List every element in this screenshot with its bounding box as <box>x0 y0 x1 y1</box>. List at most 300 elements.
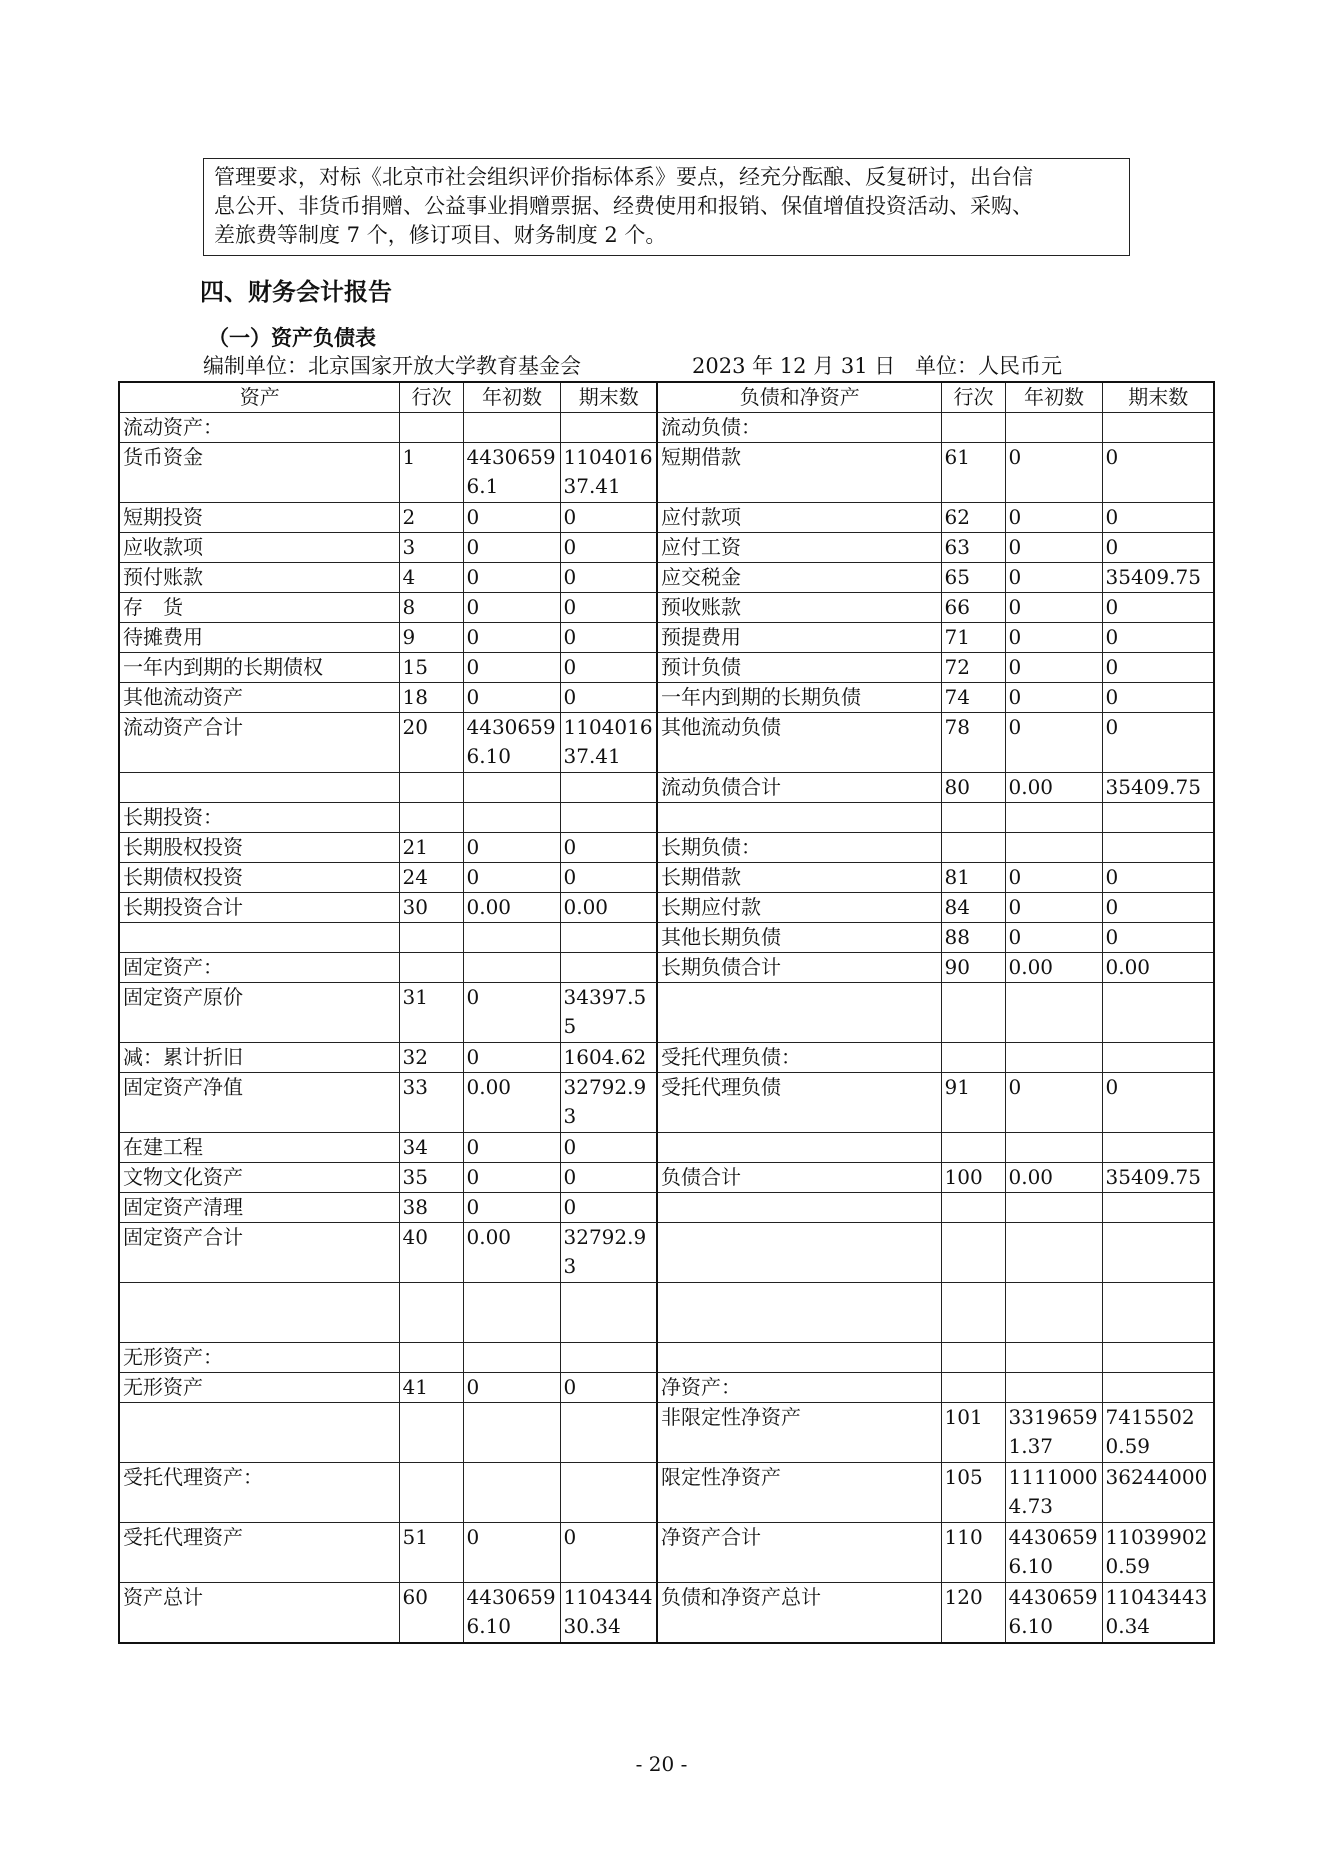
table-cell: 固定资产原价 <box>119 983 399 1043</box>
table-cell <box>399 1343 463 1373</box>
table-cell: 0 <box>1005 683 1102 713</box>
table-cell: 18 <box>399 683 463 713</box>
table-cell: 0 <box>1005 863 1102 893</box>
table-cell: 41 <box>399 1373 463 1403</box>
table-cell: 长期债权投资 <box>119 863 399 893</box>
table-cell: 受托代理资产 <box>119 1523 399 1583</box>
table-cell <box>119 1403 399 1463</box>
table-cell <box>399 413 463 443</box>
table-cell <box>399 803 463 833</box>
table-cell <box>1005 1043 1102 1073</box>
table-cell: 0 <box>560 1193 657 1223</box>
table-cell <box>1102 833 1214 863</box>
table-cell: 流动资产： <box>119 413 399 443</box>
table-cell: 0 <box>1102 713 1214 773</box>
table-row <box>119 533 1214 563</box>
intro-text-box <box>203 158 1130 256</box>
table-row <box>119 1583 1214 1643</box>
table-cell <box>941 1133 1005 1163</box>
table-cell: 35409.75 <box>1102 773 1214 803</box>
table-cell: 0 <box>463 833 560 863</box>
table-cell <box>560 413 657 443</box>
table-cell: 受托代理资产： <box>119 1463 399 1523</box>
table-cell: 0 <box>1005 893 1102 923</box>
table-cell: 44306596.10 <box>1005 1583 1102 1643</box>
table-row <box>119 1223 1214 1283</box>
table-cell: 100 <box>941 1163 1005 1193</box>
table-cell: 1 <box>399 443 463 503</box>
table-cell: 63 <box>941 533 1005 563</box>
table-cell: 0.00 <box>1005 1163 1102 1193</box>
table-cell <box>657 1193 941 1223</box>
table-cell: 长期负债合计 <box>657 953 941 983</box>
table-cell <box>463 1343 560 1373</box>
table-cell: 限定性净资产 <box>657 1463 941 1523</box>
col-header: 行次 <box>941 382 1005 413</box>
balance-sheet-body <box>119 413 1214 1643</box>
table-cell <box>941 803 1005 833</box>
table-cell: 1604.62 <box>560 1043 657 1073</box>
table-cell: 51 <box>399 1523 463 1583</box>
table-cell <box>119 1283 399 1343</box>
table-cell: 0 <box>463 653 560 683</box>
table-row <box>119 1073 1214 1133</box>
table-cell: 一年内到期的长期负债 <box>657 683 941 713</box>
table-cell: 44306596.10 <box>1005 1523 1102 1583</box>
table-cell: 其他流动负债 <box>657 713 941 773</box>
table-cell: 0 <box>1005 653 1102 683</box>
table-cell: 32792.93 <box>560 1223 657 1283</box>
table-row <box>119 1133 1214 1163</box>
table-cell: 无形资产 <box>119 1373 399 1403</box>
intro-line: 差旅费等制度 7 个，修订项目、财务制度 2 个。 <box>214 223 667 247</box>
table-cell: 3 <box>399 533 463 563</box>
table-cell <box>1005 1343 1102 1373</box>
table-cell: 21 <box>399 833 463 863</box>
table-cell: 0 <box>560 653 657 683</box>
table-cell <box>119 923 399 953</box>
table-cell <box>560 1343 657 1373</box>
table-cell: 0 <box>1102 653 1214 683</box>
table-cell: 74 <box>941 683 1005 713</box>
table-cell: 0.00 <box>560 893 657 923</box>
table-row <box>119 653 1214 683</box>
table-cell: 0 <box>1102 683 1214 713</box>
table-cell: 0 <box>1005 623 1102 653</box>
table-cell: 110434430.34 <box>560 1583 657 1643</box>
table-cell: 61 <box>941 443 1005 503</box>
table-cell: 0.00 <box>1005 773 1102 803</box>
table-cell: 在建工程 <box>119 1133 399 1163</box>
table-cell <box>1102 983 1214 1043</box>
table-cell: 其他流动资产 <box>119 683 399 713</box>
subsection-title: （一）资产负债表 <box>208 326 376 350</box>
table-row <box>119 893 1214 923</box>
table-cell: 9 <box>399 623 463 653</box>
table-cell: 11110004.73 <box>1005 1463 1102 1523</box>
table-cell: 30 <box>399 893 463 923</box>
table-cell <box>1102 413 1214 443</box>
table-cell: 应付款项 <box>657 503 941 533</box>
table-cell: 40 <box>399 1223 463 1283</box>
table-cell: 0 <box>560 1523 657 1583</box>
table-row <box>119 953 1214 983</box>
table-cell: 应交税金 <box>657 563 941 593</box>
table-cell <box>119 773 399 803</box>
table-cell: 31 <box>399 983 463 1043</box>
table-row <box>119 1043 1214 1073</box>
table-cell: 44306596.10 <box>463 1583 560 1643</box>
table-cell: 110399020.59 <box>1102 1523 1214 1583</box>
table-cell <box>941 1223 1005 1283</box>
table-row <box>119 713 1214 773</box>
table-row <box>119 593 1214 623</box>
section-title: 四、财务会计报告 <box>200 278 392 306</box>
table-cell: 44306596.10 <box>463 713 560 773</box>
table-cell <box>657 1133 941 1163</box>
table-cell: 35 <box>399 1163 463 1193</box>
table-cell <box>399 773 463 803</box>
table-cell <box>1102 1373 1214 1403</box>
table-row <box>119 563 1214 593</box>
table-cell: 0 <box>1005 443 1102 503</box>
table-row <box>119 1463 1214 1523</box>
table-cell: 90 <box>941 953 1005 983</box>
table-cell: 44306596.1 <box>463 443 560 503</box>
table-cell <box>941 983 1005 1043</box>
table-cell <box>941 833 1005 863</box>
table-cell: 0 <box>1005 533 1102 563</box>
table-cell: 0 <box>463 1193 560 1223</box>
table-cell: 72 <box>941 653 1005 683</box>
table-cell: 货币资金 <box>119 443 399 503</box>
table-cell <box>560 923 657 953</box>
table-cell <box>399 1463 463 1523</box>
table-cell <box>560 803 657 833</box>
table-cell <box>1005 1373 1102 1403</box>
table-cell: 110 <box>941 1523 1005 1583</box>
currency-unit: 单位：人民币元 <box>915 354 1062 378</box>
table-cell: 0 <box>1102 863 1214 893</box>
table-cell: 长期应付款 <box>657 893 941 923</box>
table-cell <box>1005 833 1102 863</box>
table-cell <box>1005 803 1102 833</box>
table-cell: 33 <box>399 1073 463 1133</box>
table-cell: 32792.93 <box>560 1073 657 1133</box>
table-cell: 0 <box>463 1163 560 1193</box>
table-cell: 长期负债： <box>657 833 941 863</box>
table-cell <box>463 953 560 983</box>
table-cell: 预收账款 <box>657 593 941 623</box>
table-cell: 0 <box>463 863 560 893</box>
table-cell: 0 <box>463 1133 560 1163</box>
table-cell: 固定资产： <box>119 953 399 983</box>
table-cell: 101 <box>941 1403 1005 1463</box>
table-cell: 0 <box>1102 623 1214 653</box>
col-header: 行次 <box>399 382 463 413</box>
table-row <box>119 1163 1214 1193</box>
compiling-unit: 编制单位：北京国家开放大学教育基金会 <box>203 354 581 378</box>
table-cell: 0 <box>463 563 560 593</box>
table-cell <box>399 1283 463 1343</box>
table-row <box>119 863 1214 893</box>
table-cell <box>463 413 560 443</box>
table-cell <box>941 1283 1005 1343</box>
table-cell: 预付账款 <box>119 563 399 593</box>
table-cell: 固定资产净值 <box>119 1073 399 1133</box>
table-row <box>119 833 1214 863</box>
table-cell: 32 <box>399 1043 463 1073</box>
table-cell: 长期投资合计 <box>119 893 399 923</box>
table-row <box>119 413 1214 443</box>
table-row <box>119 443 1214 503</box>
table-cell: 0 <box>463 683 560 713</box>
table-cell <box>399 953 463 983</box>
table-cell: 35409.75 <box>1102 1163 1214 1193</box>
table-cell: 120 <box>941 1583 1005 1643</box>
header-row <box>119 382 1214 413</box>
table-cell: 预计负债 <box>657 653 941 683</box>
table-cell: 0 <box>560 1163 657 1193</box>
col-header: 期末数 <box>560 382 657 413</box>
table-cell: 110434430.34 <box>1102 1583 1214 1643</box>
table-cell: 0.00 <box>463 1223 560 1283</box>
table-cell: 0 <box>1102 533 1214 563</box>
table-cell: 应付工资 <box>657 533 941 563</box>
table-cell: 60 <box>399 1583 463 1643</box>
table-cell <box>399 923 463 953</box>
table-cell: 0 <box>1102 503 1214 533</box>
table-cell: 资产总计 <box>119 1583 399 1643</box>
table-cell: 0 <box>560 683 657 713</box>
table-cell: 其他长期负债 <box>657 923 941 953</box>
intro-line: 管理要求，对标《北京市社会组织评价指标体系》要点，经充分酝酿、反复研讨，出台信 <box>214 165 1033 189</box>
table-cell: 0 <box>560 833 657 863</box>
table-cell: 0 <box>1005 563 1102 593</box>
table-cell: 0 <box>463 623 560 653</box>
table-cell <box>1005 1193 1102 1223</box>
table-cell: 78 <box>941 713 1005 773</box>
table-cell <box>1102 1343 1214 1373</box>
table-cell <box>657 803 941 833</box>
table-cell: 0 <box>463 533 560 563</box>
table-cell: 20 <box>399 713 463 773</box>
table-cell: 负债合计 <box>657 1163 941 1193</box>
table-cell: 0 <box>463 983 560 1043</box>
table-cell: 65 <box>941 563 1005 593</box>
table-cell <box>941 1193 1005 1223</box>
col-header: 期末数 <box>1102 382 1214 413</box>
table-cell: 应收款项 <box>119 533 399 563</box>
table-cell: 0 <box>560 503 657 533</box>
table-row <box>119 803 1214 833</box>
page-number: - 20 - <box>635 1752 688 1776</box>
table-cell <box>941 1373 1005 1403</box>
table-cell: 84 <box>941 893 1005 923</box>
table-cell: 短期投资 <box>119 503 399 533</box>
table-cell: 34 <box>399 1133 463 1163</box>
table-cell: 91 <box>941 1073 1005 1133</box>
table-cell <box>1005 1133 1102 1163</box>
table-cell: 0 <box>463 1043 560 1073</box>
table-cell <box>1102 803 1214 833</box>
table-cell: 受托代理负债 <box>657 1073 941 1133</box>
table-cell: 负债和净资产总计 <box>657 1583 941 1643</box>
table-cell: 0 <box>463 1373 560 1403</box>
table-cell <box>657 1343 941 1373</box>
table-cell: 0 <box>560 593 657 623</box>
table-cell: 非限定性净资产 <box>657 1403 941 1463</box>
table-cell: 0 <box>560 623 657 653</box>
table-cell: 无形资产： <box>119 1343 399 1373</box>
table-cell: 0 <box>1102 923 1214 953</box>
table-cell: 0 <box>1102 443 1214 503</box>
table-cell: 一年内到期的长期债权 <box>119 653 399 683</box>
table-cell: 受托代理负债： <box>657 1043 941 1073</box>
table-cell: 预提费用 <box>657 623 941 653</box>
col-header: 负债和净资产 <box>657 382 941 413</box>
table-row <box>119 1403 1214 1463</box>
table-cell: 36244000 <box>1102 1463 1214 1523</box>
table-cell: 0.00 <box>463 1073 560 1133</box>
table-cell <box>657 983 941 1043</box>
table-cell <box>1102 1133 1214 1163</box>
table-cell <box>941 1043 1005 1073</box>
table-cell <box>463 1463 560 1523</box>
table-row <box>119 1373 1214 1403</box>
table-row <box>119 773 1214 803</box>
table-cell <box>657 1223 941 1283</box>
table-cell <box>1102 1223 1214 1283</box>
table-cell: 0 <box>1102 893 1214 923</box>
table-cell: 88 <box>941 923 1005 953</box>
table-cell: 0 <box>1102 593 1214 623</box>
table-cell: 2 <box>399 503 463 533</box>
table-cell: 4 <box>399 563 463 593</box>
table-cell: 流动资产合计 <box>119 713 399 773</box>
table-cell: 0 <box>463 1523 560 1583</box>
table-cell: 固定资产合计 <box>119 1223 399 1283</box>
table-cell <box>463 1283 560 1343</box>
table-cell: 105 <box>941 1463 1005 1523</box>
table-cell: 流动负债合计 <box>657 773 941 803</box>
table-cell: 净资产合计 <box>657 1523 941 1583</box>
table-cell: 固定资产清理 <box>119 1193 399 1223</box>
table-cell: 净资产： <box>657 1373 941 1403</box>
table-cell <box>1102 1043 1214 1073</box>
table-cell <box>560 1403 657 1463</box>
table-cell <box>463 773 560 803</box>
table-row <box>119 623 1214 653</box>
table-cell: 24 <box>399 863 463 893</box>
table-row <box>119 923 1214 953</box>
table-cell: 0 <box>1005 593 1102 623</box>
table-cell: 34397.55 <box>560 983 657 1043</box>
table-cell: 35409.75 <box>1102 563 1214 593</box>
table-cell <box>1005 983 1102 1043</box>
table-cell: 长期借款 <box>657 863 941 893</box>
table-cell <box>560 1463 657 1523</box>
table-cell: 0.00 <box>1102 953 1214 983</box>
table-cell: 0 <box>560 863 657 893</box>
table-cell <box>941 1343 1005 1373</box>
table-cell: 0 <box>560 1373 657 1403</box>
table-cell: 短期借款 <box>657 443 941 503</box>
col-header: 资产 <box>119 382 399 413</box>
table-cell: 0 <box>560 533 657 563</box>
table-row <box>119 1343 1214 1373</box>
table-cell: 0 <box>463 503 560 533</box>
table-cell: 8 <box>399 593 463 623</box>
table-cell: 15 <box>399 653 463 683</box>
table-cell <box>1005 1283 1102 1343</box>
table-cell: 长期投资： <box>119 803 399 833</box>
table-cell: 0.00 <box>1005 953 1102 983</box>
table-cell: 0 <box>1005 503 1102 533</box>
table-row <box>119 503 1214 533</box>
table-cell <box>657 1283 941 1343</box>
table-cell: 0 <box>560 1133 657 1163</box>
table-row <box>119 1193 1214 1223</box>
table-cell <box>399 1403 463 1463</box>
table-cell: 0 <box>463 593 560 623</box>
table-cell <box>463 1403 560 1463</box>
table-cell: 长期股权投资 <box>119 833 399 863</box>
table-row <box>119 983 1214 1043</box>
table-cell: 110401637.41 <box>560 443 657 503</box>
table-cell: 流动负债： <box>657 413 941 443</box>
table-cell: 62 <box>941 503 1005 533</box>
table-cell: 71 <box>941 623 1005 653</box>
table-cell: 33196591.37 <box>1005 1403 1102 1463</box>
table-cell <box>1102 1193 1214 1223</box>
report-date: 2023 年 12 月 31 日 <box>692 354 896 378</box>
table-cell <box>463 803 560 833</box>
table-cell: 待摊费用 <box>119 623 399 653</box>
col-header: 年初数 <box>1005 382 1102 413</box>
table-cell: 文物文化资产 <box>119 1163 399 1193</box>
table-cell <box>560 773 657 803</box>
table-cell: 0.00 <box>463 893 560 923</box>
table-cell: 80 <box>941 773 1005 803</box>
table-cell: 74155020.59 <box>1102 1403 1214 1463</box>
table-row <box>119 1283 1214 1343</box>
table-cell <box>1005 1223 1102 1283</box>
table-row <box>119 1523 1214 1583</box>
table-cell <box>1102 1283 1214 1343</box>
table-cell: 38 <box>399 1193 463 1223</box>
table-cell <box>463 923 560 953</box>
table-cell: 0 <box>1102 1073 1214 1133</box>
table-cell <box>560 953 657 983</box>
table-cell <box>560 1283 657 1343</box>
table-cell: 110401637.41 <box>560 713 657 773</box>
col-header: 年初数 <box>463 382 560 413</box>
table-cell: 0 <box>1005 923 1102 953</box>
balance-sheet-table <box>118 381 1215 1644</box>
table-cell <box>941 413 1005 443</box>
table-cell: 0 <box>1005 1073 1102 1133</box>
table-row <box>119 683 1214 713</box>
table-cell: 0 <box>560 563 657 593</box>
table-cell <box>1005 413 1102 443</box>
table-cell: 存 货 <box>119 593 399 623</box>
table-cell: 减：累计折旧 <box>119 1043 399 1073</box>
table-cell: 81 <box>941 863 1005 893</box>
table-cell: 66 <box>941 593 1005 623</box>
intro-line: 息公开、非货币捐赠、公益事业捐赠票据、经费使用和报销、保值增值投资活动、采购、 <box>214 194 1033 218</box>
table-cell: 0 <box>1005 713 1102 773</box>
